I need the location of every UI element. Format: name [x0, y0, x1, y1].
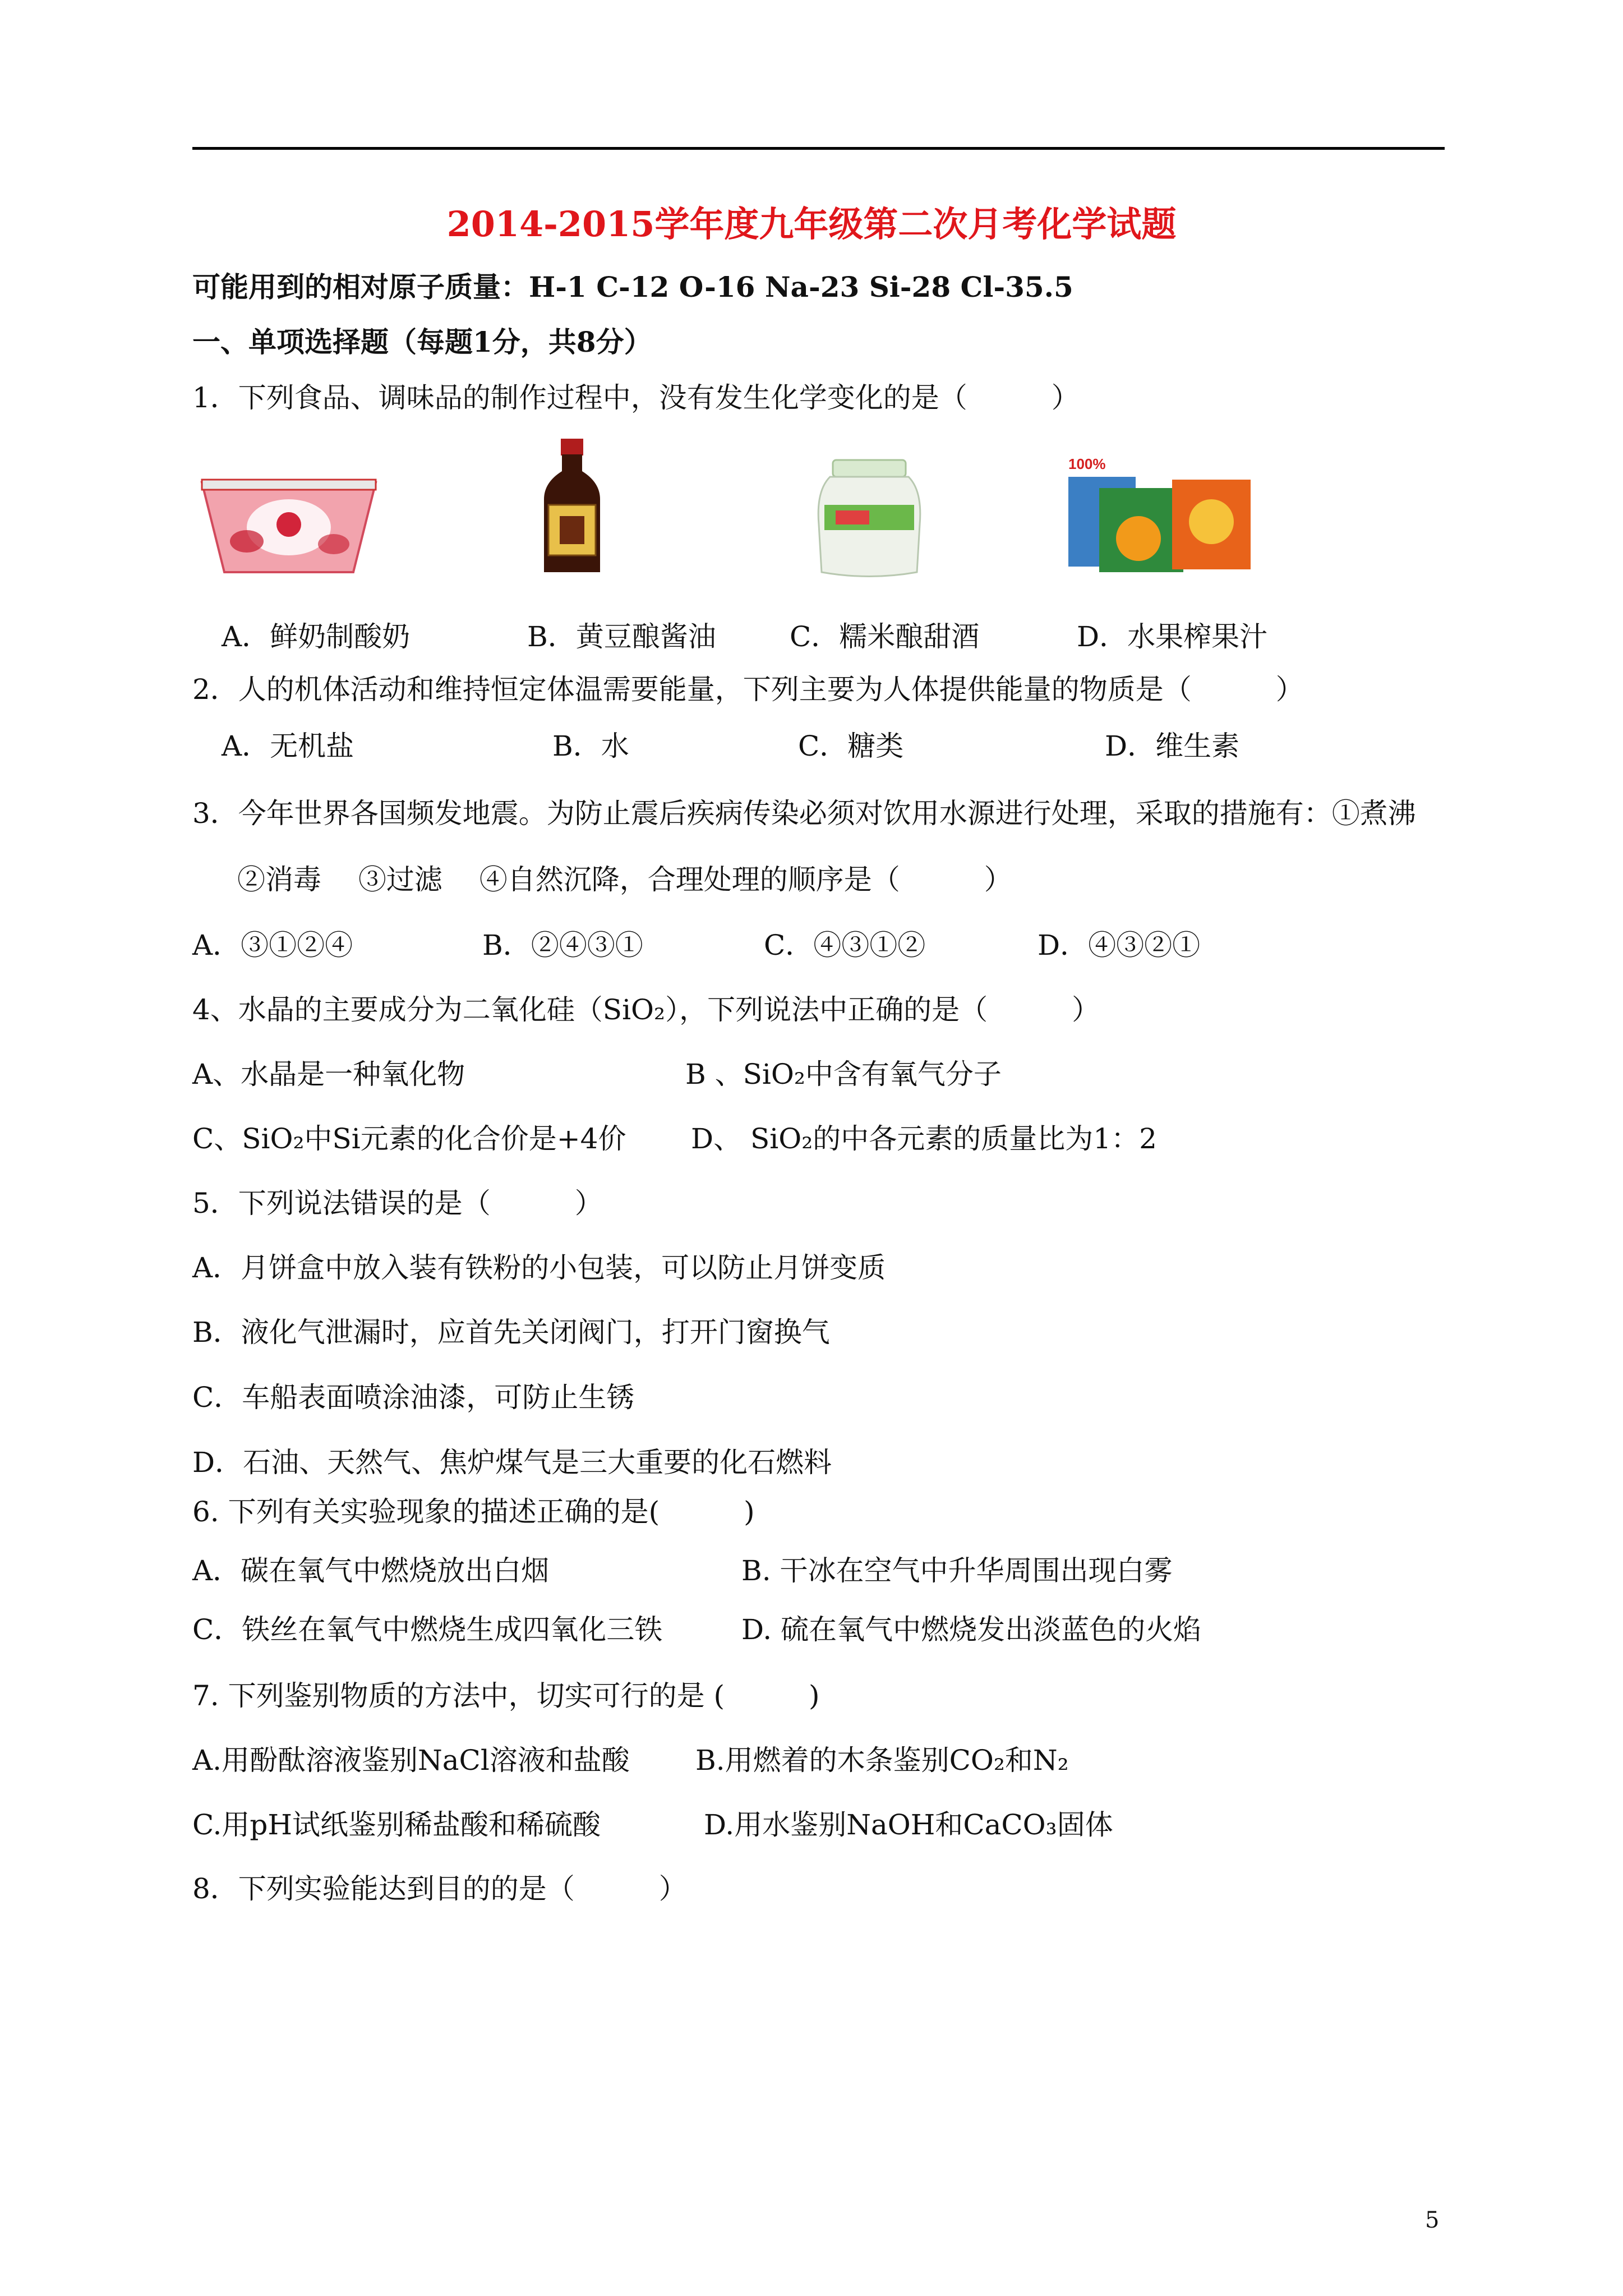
soy-sauce-bottle-image — [538, 438, 606, 578]
juice-box-label: 100% — [1068, 455, 1106, 472]
q6-option-d: D. 硫在氧气中燃烧发出淡蓝色的火焰 — [741, 1613, 1202, 1646]
question-3-line1: 3．今年世界各国频发地震。为防止震后疾病传染必须对饮用水源进行处理，采取的措施有：①煮沸 — [192, 797, 1416, 830]
q5-option-a: A．月饼盒中放入装有铁粉的小包装，可以防止月饼变质 — [192, 1251, 886, 1284]
question-1: 1．下列食品、调味品的制作过程中，没有发生化学变化的是（ ） — [192, 381, 1080, 414]
question-2: 2．人的机体活动和维持恒定体温需要能量，下列主要为人体提供能量的物质是（ ） — [192, 673, 1304, 706]
q1-option-a: A．鲜奶制酸奶 — [222, 620, 411, 653]
q7-option-b: B.用燃着的木条鉴别CO₂和N₂ — [695, 1744, 1069, 1777]
juice-boxes-image — [1066, 454, 1256, 578]
rice-wine-jar-image — [813, 457, 925, 581]
q4-option-a: A、水晶是一种氧化物 — [192, 1058, 465, 1091]
question-8: 8．下列实验能达到目的的是（ ） — [192, 1872, 687, 1905]
q2-option-d: D．维生素 — [1105, 730, 1240, 762]
q5-option-b: B．液化气泄漏时，应首先关闭阀门，打开门窗换气 — [192, 1316, 830, 1349]
q3-option-c: C．④③①② — [764, 929, 926, 961]
q7-option-c: C.用pH试纸鉴别稀盐酸和稀硫酸 — [192, 1809, 601, 1841]
q5-option-c: C．车船表面喷涂油漆，可防止生锈 — [192, 1381, 635, 1414]
atomic-masses: 可能用到的相对原子质量：H-1 C-12 O-16 Na-23 Si-28 Cl-35.5 — [192, 270, 1073, 303]
question-7: 7. 下列鉴别物质的方法中，切实可行的是 ( ) — [192, 1680, 820, 1712]
page-number: 5 — [1425, 2207, 1440, 2233]
q6-option-a: A．碳在氧气中燃烧放出白烟 — [192, 1554, 550, 1587]
q1-option-c: C．糯米酿甜酒 — [790, 620, 980, 653]
q5-option-d: D．石油、天然气、焦炉煤气是三大重要的化石燃料 — [192, 1446, 832, 1479]
q7-option-d: D.用水鉴别NaOH和CaCO₃固体 — [704, 1809, 1113, 1841]
q3-option-b: B．②④③① — [482, 929, 643, 961]
header-rule — [192, 147, 1445, 150]
q3-option-a: A．③①②④ — [192, 929, 353, 961]
q4-option-c: C、SiO₂中Si元素的化合价是+4价 — [192, 1122, 626, 1155]
q7-option-a: A.用酚酞溶液鉴别NaCl溶液和盐酸 — [192, 1744, 630, 1777]
page-title: 2014-2015学年度九年级第二次月考化学试题 — [446, 204, 1177, 245]
q6-option-b: B. 干冰在空气中升华周围出现白雾 — [741, 1554, 1173, 1587]
q6-option-c: C．铁丝在氧气中燃烧生成四氧化三铁 — [192, 1613, 663, 1646]
question-6: 6. 下列有关实验现象的描述正确的是( ) — [192, 1496, 755, 1528]
q1-option-d: D．水果榨果汁 — [1077, 620, 1268, 653]
q2-option-c: C．糖类 — [798, 730, 904, 762]
q4-option-d: D、 SiO₂的中各元素的质量比为1：2 — [691, 1122, 1157, 1155]
q2-option-a: A．无机盐 — [222, 730, 354, 762]
question-5: 5．下列说法错误的是（ ） — [192, 1187, 603, 1220]
question-4: 4、水晶的主要成分为二氧化硅（SiO₂），下列说法中正确的是（ ） — [192, 993, 1100, 1026]
section-heading: 一、单项选择题（每题1分，共8分） — [192, 325, 652, 358]
q3-option-d: D．④③②① — [1038, 929, 1201, 961]
yogurt-cup-image — [196, 474, 381, 581]
q2-option-b: B．水 — [552, 730, 629, 762]
question-3-line2: ②消毒 ③过滤 ④自然沉降，合理处理的顺序是（ ） — [237, 863, 1012, 896]
q1-option-b: B．黄豆酿酱油 — [527, 620, 716, 653]
q4-option-b: B 、SiO₂中含有氧气分子 — [685, 1058, 1002, 1091]
